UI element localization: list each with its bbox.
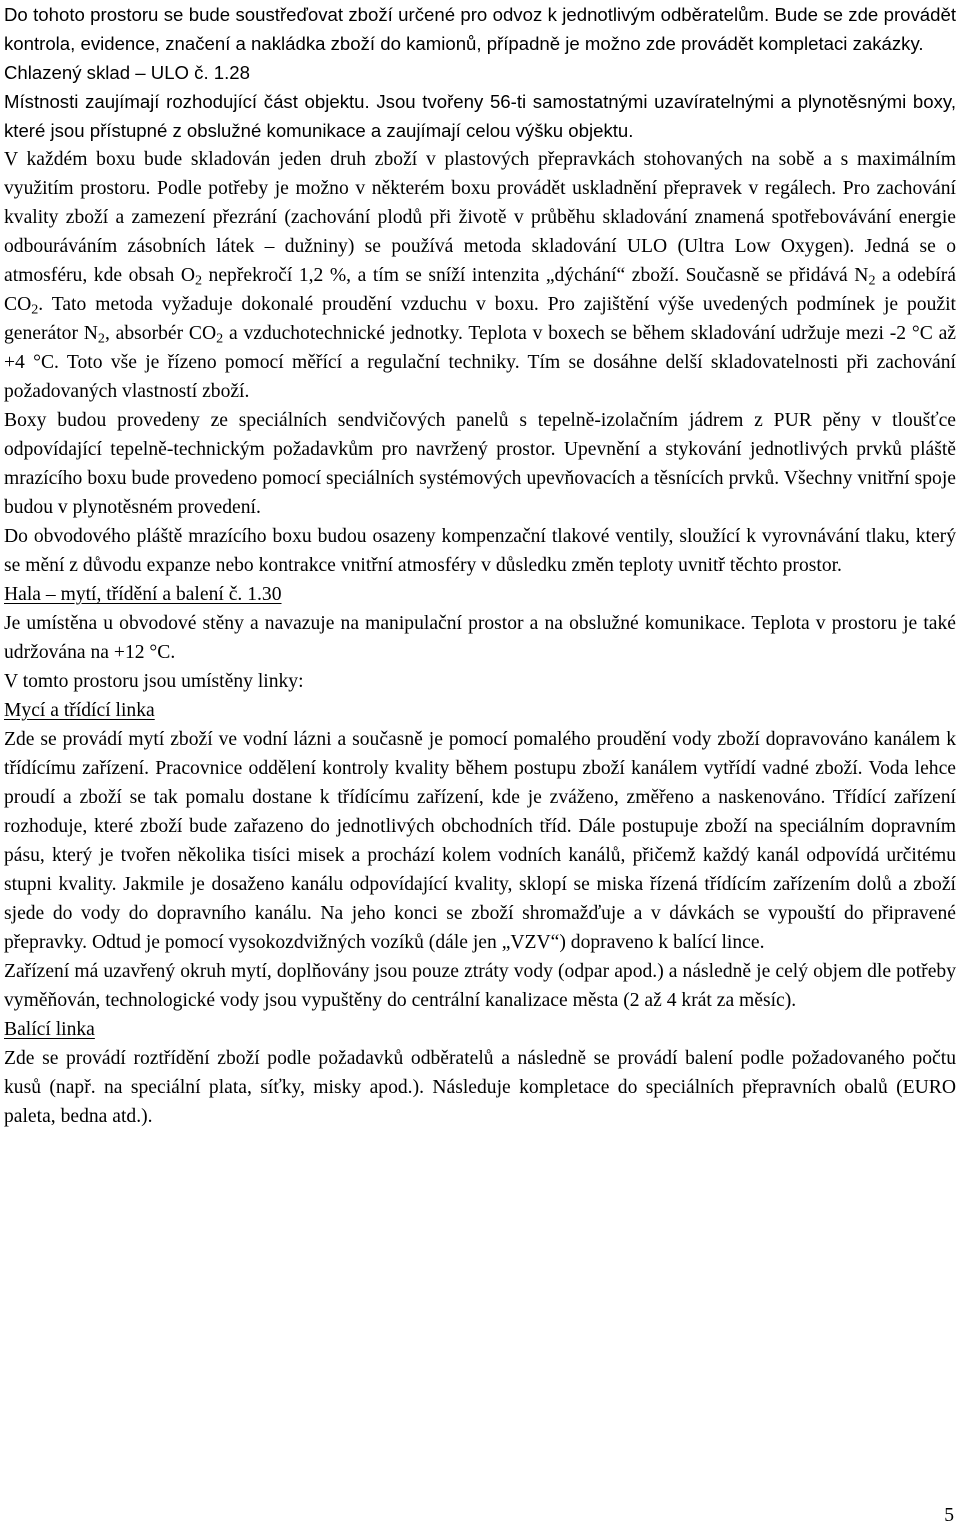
section-heading-chlazeny-sklad: Chlazený sklad – ULO č. 1.28 (4, 62, 250, 83)
chlazeny-paragraph-2 (4, 145, 956, 406)
document-page (4, 0, 956, 1131)
subscript: 2 (868, 272, 876, 289)
subscript: 2 (31, 301, 39, 318)
subscript: 2 (194, 272, 203, 289)
text-run: V každém boxu bude skladován jeden druh zboží v plastových přepravkách stohovaných na sobě a s maximálním využitím prostoru. Podle potřeby je možno v některém boxu provádět uskladnění přepravek v regálech. Pro zachování kvality zboží a zamezení přezrání (zachování plodů při životě v průběhu skladování znamená spotřebovávání energie odbouráváním zásobních látek – dužniny) se používá metoda skladování ULO (Ultra Low Oxygen). Jedná se o atmosféru, kde obsah O (4, 149, 956, 286)
myci-paragraph-1: Zde se provádí mytí zboží ve vodní lázni a současně je pomocí pomalého proudění vody zboží dopravováno kanálem k třídícímu zařízení. Pracovnice oddělení kontroly kvality během postupu zboží kanálem vytřídí vadné zboží. Voda lehce proudí a zboží se tak pomalu dostane k třídícímu zařízení, kde je zváženo, změřeno a naskenováno. Třídící zařízení rozhoduje, které zboží bude zařazeno do jednotlivých obchodních tříd. Dále postupuje zboží na speciálním dopravním pásu, který je tvořen několika tisíci misek a prochází kolem vodních kanálů, přičemž každý kanál odpovídá určitému stupni kvality. Jakmile je dosaženo kanálu odpovídající kvality, sklopí se miska řízená třídícím zařízením dolů a zboží sjede do vody do dopravního kanálu. Na jeho konci se zboží shromažďuje a v dávkách se vypouští do připravené přepravky. Odtud je pomocí vysokozdvižných vozíků (dále jen „VZV“) dopraveno k balící lince. (4, 729, 956, 953)
hala-paragraph-1: Je umístěna u obvodové stěny a navazuje na manipulační prostor a na obslužné komunikace. Teplota v prostoru je také udržována na +12 °C. (4, 613, 956, 663)
text-run: a vzduchotechnické jednotky. Teplota v boxech se během skladování udržuje mezi -2 °C až +4 °C. Toto vše je řízeno pomocí měřící a regulační techniky. Tím se dosáhne delší skladovatelnosti při zachování požadovaných vlastností zboží. (4, 323, 956, 402)
chlazeny-paragraph-1: Místnosti zaujímají rozhodující část objektu. Jsou tvořeny 56-ti samostatnými uzavíratelnými a plynotěsnými boxy, které jsou přístupné z obslužné komunikace a zaujímají celou výšku objektu. (4, 91, 956, 141)
page-number: 5 (944, 1505, 954, 1526)
section-heading-hala: Hala – mytí, třídění a balení č. 1.30 (4, 584, 282, 605)
text-run: a odebírá CO (4, 265, 956, 315)
text-run: , absorbér CO (104, 323, 217, 344)
intro-paragraph: Do tohoto prostoru se bude soustřeďovat zboží určené pro odvoz k jednotlivým odběratelům. Bude se zde provádět kontrola, evidence, značení a nakládka zboží do kamionů, případně je možno zde provádět kompletaci zakázky. (4, 4, 956, 54)
chlazeny-paragraph-3: Boxy budou provedeny ze speciálních sendvičových panelů s tepelně-izolačním jádrem z PUR pěny v tloušťce odpovídající tepelně-technickým požadavkům pro navržený prostor. Upevnění a stykování jednotlivých prvků pláště mrazícího boxu bude provedeno pomocí speciálních systémových upevňovacích a těsnících prvků. Všechny vnitřní spoje budou v plynotěsném provedení. (4, 410, 956, 518)
hala-paragraph-2: V tomto prostoru jsou umístěny linky: (4, 671, 304, 692)
section-heading-myci-linka: Mycí a třídící linka (4, 700, 155, 721)
myci-paragraph-2: Zařízení má uzavřený okruh mytí, doplňovány jsou pouze ztráty vody (odpar apod.) a následně je celý objem dle potřeby vyměňován, technologické vody jsou vypuštěny do centrální kanalizace města (2 až 4 krát za měsíc). (4, 961, 956, 1011)
chlazeny-paragraph-4: Do obvodového pláště mrazícího boxu budou osazeny kompenzační tlakové ventily, sloužící k vyrovnávání tlaku, který se mění z důvodu expanze nebo kontrakce vnitřní atmosféry v důsledku změn teploty uvnitř těchto prostor. (4, 526, 956, 576)
subscript: 2 (216, 330, 224, 347)
subscript: 2 (97, 330, 105, 347)
section-heading-balici-linka: Balící linka (4, 1019, 95, 1040)
balici-paragraph-1: Zde se provádí roztřídění zboží podle požadavků odběratelů a následně se provádí balení podle požadovaného počtu kusů (např. na speciální plata, síťky, misky apod.). Následuje kompletace do speciálních přepravních obalů (EURO paleta, bedna atd.). (4, 1048, 956, 1127)
text-run: nepřekročí 1,2 %, a tím se sníží intenzita „dýchání“ zboží. Současně se přidává N (202, 265, 869, 286)
text-run: . Tato metoda vyžaduje dokonalé proudění vzduchu v boxu. Pro zajištění výše uvedených podmínek je použit generátor N (4, 294, 956, 344)
